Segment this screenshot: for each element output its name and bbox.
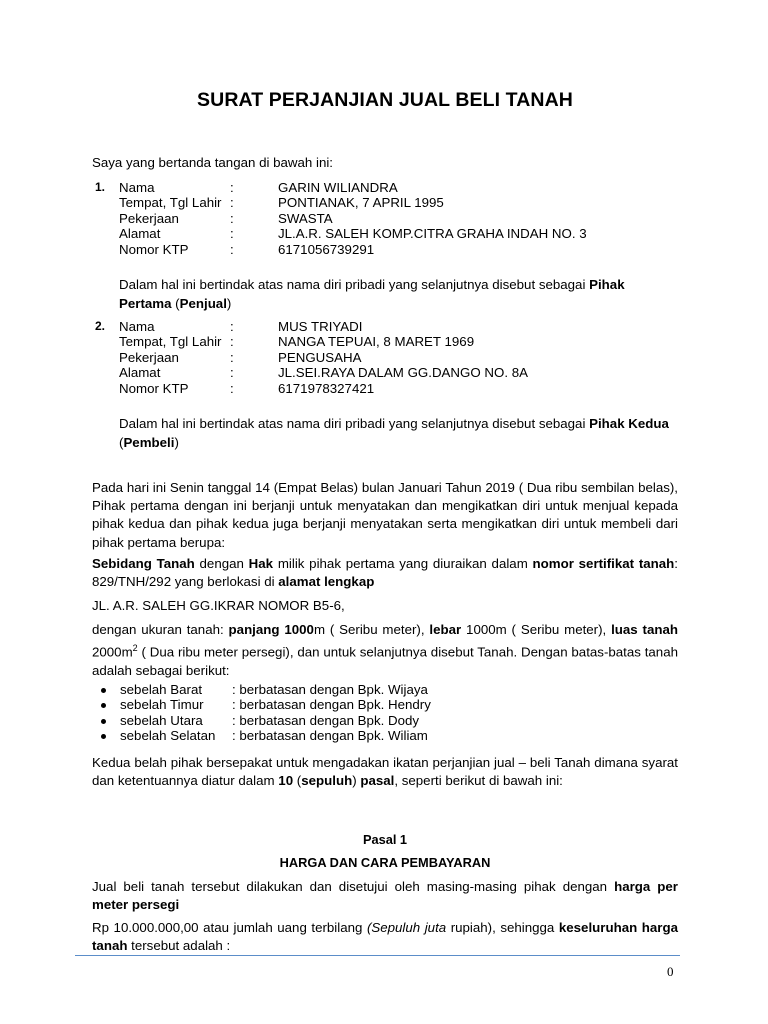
intro-text: Saya yang bertanda tangan di bawah ini: (92, 155, 333, 170)
article-heading: HARGA DAN CARA PEMBAYARAN (279, 855, 491, 870)
party-number: 2. (95, 319, 106, 333)
article-title: Pasal 1 (362, 832, 408, 847)
party-description: Dalam hal ini bertindak atas nama diri pribadi yang selanjutnya disebut sebagai Pihak Kedua (Pembeli) (119, 416, 669, 450)
footer-divider (75, 955, 680, 956)
party-description: Dalam hal ini bertindak atas nama diri pribadi yang selanjutnya disebut sebagai Pihak Pertama (Penjual) (119, 277, 625, 311)
agreement-terms: Kedua belah pihak bersepakat untuk mengadakan ikatan perjanjian jual – beli Tanah dimana syarat dan ketentuannya diatur dalam 10 (sepuluh) pasal, seperti berikut di bawah ini: (92, 755, 678, 789)
bullet-icon (101, 734, 106, 739)
bullet-icon (101, 703, 106, 708)
agreement-paragraph: Pada hari ini Senin tanggal 14 (Empat Belas) bulan Januari Tahun 2019 ( Dua ribu sembilan belas), Pihak pertama dengan ini berjanji untuk menyatakan dan mengikatkan diri untuk menjual kepada pihak kedua dan pihak kedua juga berjanji menyatakan serta mengikatkan diri untuk membeli dari pihak pertama berupa: (92, 480, 678, 550)
document-title: SURAT PERJANJIAN JUAL BELI TANAH (197, 89, 573, 111)
price-paragraph: Jual beli tanah tersebut dilakukan dan disetujui oleh masing-masing pihak dengan harga per meter persegi (92, 879, 678, 913)
page-number: 0 (667, 964, 674, 979)
land-size: dengan ukuran tanah: panjang 1000m ( Seribu meter), lebar 1000m ( Seribu meter), luas tanah $2000m^2$ ( Dua ribu meter persegi), dan untuk selanjutnya disebut Tanah. Dengan batas-batas tanah adalah sebagai berikut: (92, 622, 678, 678)
bullet-icon (101, 719, 106, 724)
bullet-icon (101, 688, 106, 693)
land-address: JL. A.R. SALEH GG.IKRAR NOMOR B5-6, (92, 598, 345, 613)
party-number: 1. (95, 180, 106, 194)
land-description: Sebidang Tanah dengan Hak milik pihak pertama yang diuraikan dalam nomor sertifikat tanah: 829/TNH/292 yang berlokasi di alamat lengkap (92, 556, 678, 590)
price-amount: Rp 10.000.000,00 atau jumlah uang terbilang (Sepuluh juta rupiah), sehingga keseluruhan harga tanah tersebut adalah : (92, 920, 678, 954)
